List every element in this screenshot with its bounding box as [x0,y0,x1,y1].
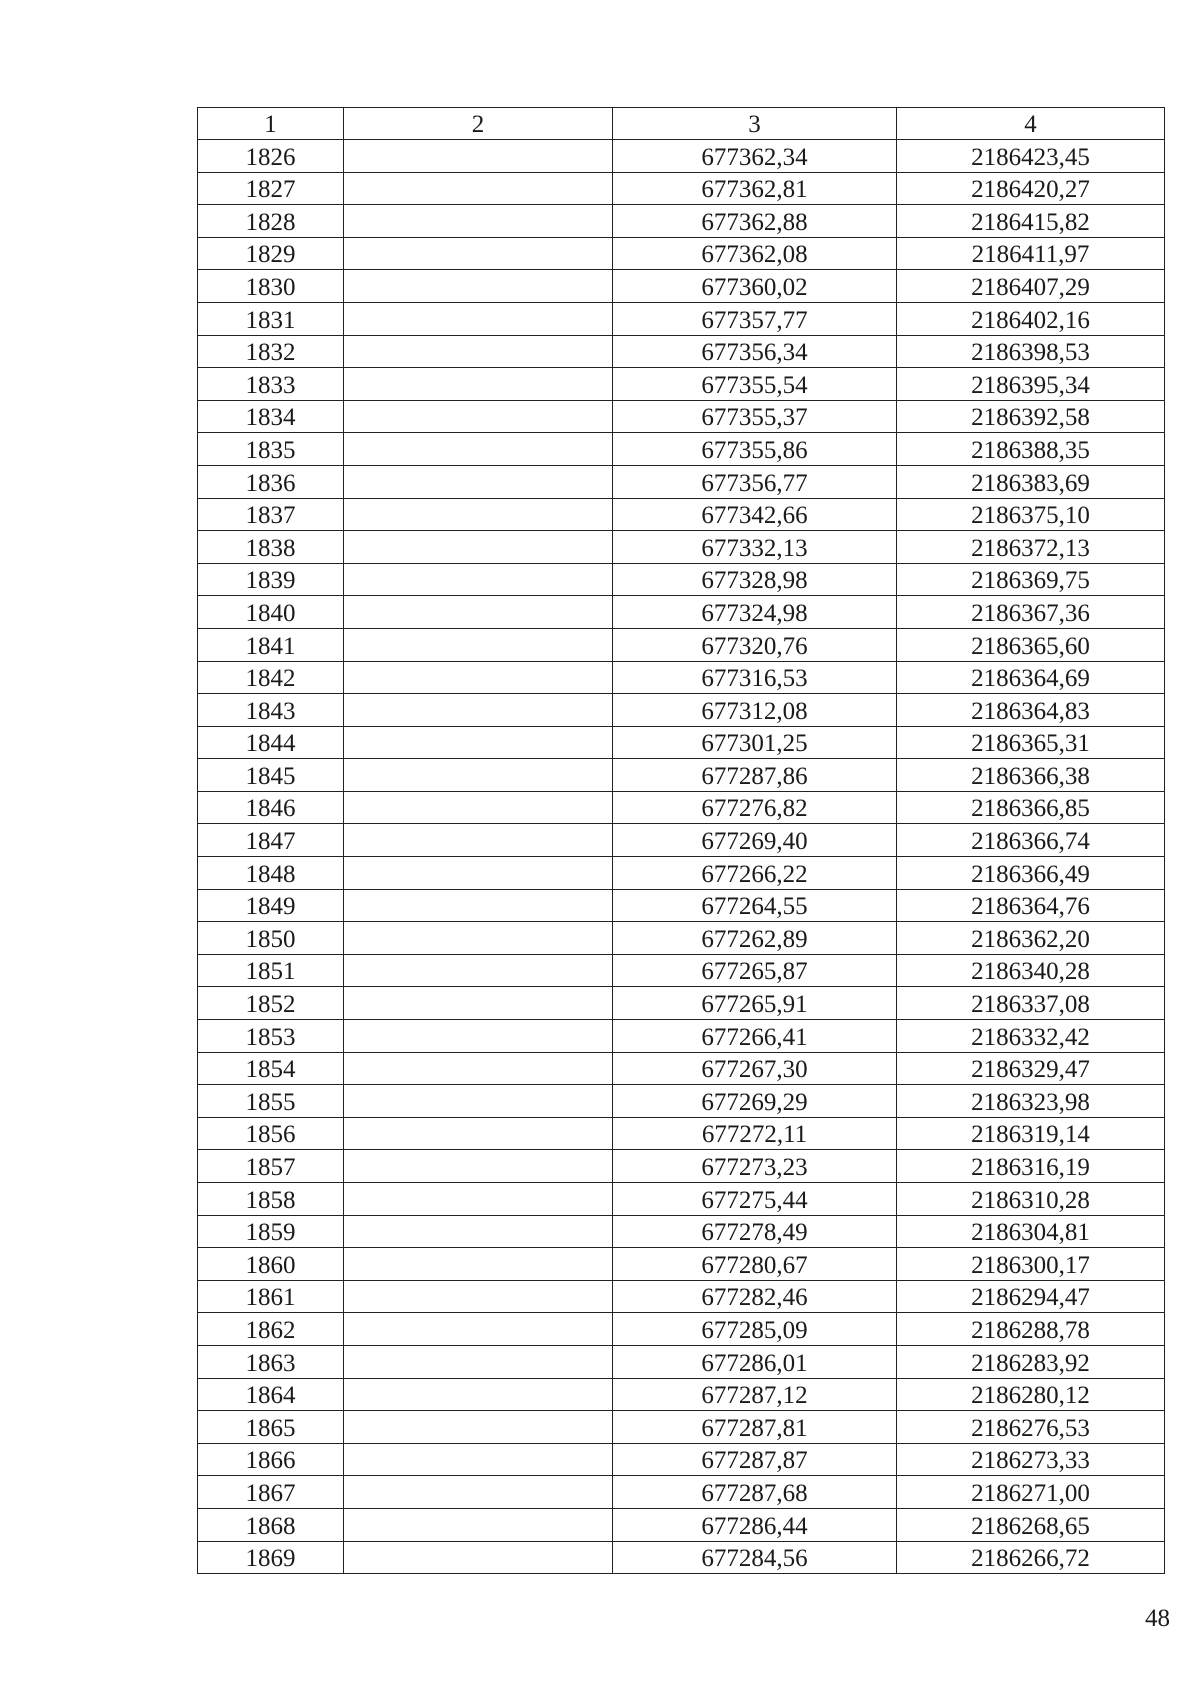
column-2-cell [344,531,613,564]
table-row [198,1345,1165,1378]
x-coordinate-cell: 677273,23 [613,1150,897,1183]
y-coordinate-cell: 2186366,85 [897,791,1165,824]
coordinates-table [197,107,1165,1574]
y-coordinate-cell: 2186271,00 [897,1476,1165,1509]
point-number-cell: 1833 [198,368,344,401]
y-coordinate-cell: 2186402,16 [897,302,1165,335]
table-row [198,1443,1165,1476]
table-row [198,205,1165,238]
column-header-3: 3 [613,108,897,140]
y-coordinate-cell: 2186276,53 [897,1411,1165,1444]
point-number-cell: 1843 [198,694,344,727]
column-2-cell [344,205,613,238]
point-number-cell: 1850 [198,922,344,955]
y-coordinate-cell: 2186420,27 [897,172,1165,205]
y-coordinate-cell: 2186319,14 [897,1117,1165,1150]
column-2-cell [344,1313,613,1346]
x-coordinate-cell: 677269,40 [613,824,897,857]
y-coordinate-cell: 2186332,42 [897,1020,1165,1053]
table-row [198,172,1165,205]
table-row [198,694,1165,727]
x-coordinate-cell: 677301,25 [613,726,897,759]
y-coordinate-cell: 2186304,81 [897,1215,1165,1248]
x-coordinate-cell: 677357,77 [613,302,897,335]
y-coordinate-cell: 2186316,19 [897,1150,1165,1183]
point-number-cell: 1862 [198,1313,344,1346]
table-row [198,140,1165,173]
table-row [198,661,1165,694]
x-coordinate-cell: 677287,68 [613,1476,897,1509]
y-coordinate-cell: 2186398,53 [897,335,1165,368]
y-coordinate-cell: 2186365,31 [897,726,1165,759]
column-2-cell [344,1117,613,1150]
x-coordinate-cell: 677316,53 [613,661,897,694]
point-number-cell: 1853 [198,1020,344,1053]
column-2-cell [344,596,613,629]
x-coordinate-cell: 677267,30 [613,1052,897,1085]
column-2-cell [344,1378,613,1411]
column-2-cell [344,694,613,727]
point-number-cell: 1861 [198,1280,344,1313]
column-header-2: 2 [344,108,613,140]
point-number-cell: 1830 [198,270,344,303]
table-row [198,1476,1165,1509]
y-coordinate-cell: 2186423,45 [897,140,1165,173]
point-number-cell: 1835 [198,433,344,466]
table-row [198,596,1165,629]
table-row [198,791,1165,824]
y-coordinate-cell: 2186362,20 [897,922,1165,955]
point-number-cell: 1827 [198,172,344,205]
column-2-cell [344,237,613,270]
point-number-cell: 1842 [198,661,344,694]
x-coordinate-cell: 677287,81 [613,1411,897,1444]
point-number-cell: 1841 [198,628,344,661]
x-coordinate-cell: 677265,91 [613,987,897,1020]
x-coordinate-cell: 677272,11 [613,1117,897,1150]
x-coordinate-cell: 677362,88 [613,205,897,238]
column-2-cell [344,1085,613,1118]
x-coordinate-cell: 677324,98 [613,596,897,629]
column-2-cell [344,1280,613,1313]
table-row [198,1052,1165,1085]
y-coordinate-cell: 2186366,38 [897,759,1165,792]
table-row [198,1411,1165,1444]
point-number-cell: 1863 [198,1345,344,1378]
point-number-cell: 1828 [198,205,344,238]
y-coordinate-cell: 2186323,98 [897,1085,1165,1118]
x-coordinate-cell: 677284,56 [613,1541,897,1574]
y-coordinate-cell: 2186366,49 [897,857,1165,890]
y-coordinate-cell: 2186367,36 [897,596,1165,629]
table-row [198,237,1165,270]
table-row [198,857,1165,890]
x-coordinate-cell: 677275,44 [613,1183,897,1216]
y-coordinate-cell: 2186329,47 [897,1052,1165,1085]
table-row [198,1508,1165,1541]
column-2-cell [344,954,613,987]
point-number-cell: 1847 [198,824,344,857]
y-coordinate-cell: 2186283,92 [897,1345,1165,1378]
point-number-cell: 1834 [198,400,344,433]
y-coordinate-cell: 2186340,28 [897,954,1165,987]
column-2-cell [344,1508,613,1541]
table-row [198,368,1165,401]
y-coordinate-cell: 2186366,74 [897,824,1165,857]
y-coordinate-cell: 2186407,29 [897,270,1165,303]
x-coordinate-cell: 677286,44 [613,1508,897,1541]
point-number-cell: 1831 [198,302,344,335]
y-coordinate-cell: 2186280,12 [897,1378,1165,1411]
x-coordinate-cell: 677332,13 [613,531,897,564]
column-2-cell [344,889,613,922]
point-number-cell: 1829 [198,237,344,270]
y-coordinate-cell: 2186364,83 [897,694,1165,727]
column-2-cell [344,628,613,661]
x-coordinate-cell: 677355,54 [613,368,897,401]
column-2-cell [344,465,613,498]
page-number: 48 [1145,1605,1170,1632]
y-coordinate-cell: 2186383,69 [897,465,1165,498]
point-number-cell: 1855 [198,1085,344,1118]
table-row [198,1215,1165,1248]
table-row [198,1020,1165,1053]
column-2-cell [344,498,613,531]
table-row [198,465,1165,498]
x-coordinate-cell: 677360,02 [613,270,897,303]
point-number-cell: 1858 [198,1183,344,1216]
column-2-cell [344,1541,613,1574]
table-row [198,563,1165,596]
x-coordinate-cell: 677269,29 [613,1085,897,1118]
x-coordinate-cell: 677356,77 [613,465,897,498]
point-number-cell: 1857 [198,1150,344,1183]
table-row [198,1313,1165,1346]
x-coordinate-cell: 677285,09 [613,1313,897,1346]
x-coordinate-cell: 677282,46 [613,1280,897,1313]
table-body [198,140,1165,1574]
column-2-cell [344,433,613,466]
point-number-cell: 1859 [198,1215,344,1248]
table-row [198,726,1165,759]
column-2-cell [344,1150,613,1183]
table-row [198,1150,1165,1183]
column-2-cell [344,172,613,205]
point-number-cell: 1844 [198,726,344,759]
y-coordinate-cell: 2186337,08 [897,987,1165,1020]
x-coordinate-cell: 677264,55 [613,889,897,922]
point-number-cell: 1865 [198,1411,344,1444]
table-row [198,1378,1165,1411]
y-coordinate-cell: 2186288,78 [897,1313,1165,1346]
point-number-cell: 1866 [198,1443,344,1476]
point-number-cell: 1838 [198,531,344,564]
table-row [198,954,1165,987]
x-coordinate-cell: 677342,66 [613,498,897,531]
table-row [198,889,1165,922]
point-number-cell: 1839 [198,563,344,596]
y-coordinate-cell: 2186300,17 [897,1248,1165,1281]
table-row [198,1541,1165,1574]
table-row [198,922,1165,955]
y-coordinate-cell: 2186392,58 [897,400,1165,433]
y-coordinate-cell: 2186395,34 [897,368,1165,401]
y-coordinate-cell: 2186375,10 [897,498,1165,531]
table-header [198,108,1165,140]
y-coordinate-cell: 2186411,97 [897,237,1165,270]
column-2-cell [344,1215,613,1248]
point-number-cell: 1852 [198,987,344,1020]
point-number-cell: 1837 [198,498,344,531]
column-2-cell [344,1248,613,1281]
column-2-cell [344,1411,613,1444]
table-row [198,1117,1165,1150]
point-number-cell: 1869 [198,1541,344,1574]
x-coordinate-cell: 677287,12 [613,1378,897,1411]
x-coordinate-cell: 677320,76 [613,628,897,661]
x-coordinate-cell: 677262,89 [613,922,897,955]
y-coordinate-cell: 2186310,28 [897,1183,1165,1216]
x-coordinate-cell: 677280,67 [613,1248,897,1281]
column-2-cell [344,1183,613,1216]
x-coordinate-cell: 677266,41 [613,1020,897,1053]
y-coordinate-cell: 2186294,47 [897,1280,1165,1313]
table-row [198,1248,1165,1281]
x-coordinate-cell: 677362,81 [613,172,897,205]
y-coordinate-cell: 2186268,65 [897,1508,1165,1541]
y-coordinate-cell: 2186415,82 [897,205,1165,238]
column-2-cell [344,1443,613,1476]
x-coordinate-cell: 677328,98 [613,563,897,596]
table-row [198,270,1165,303]
column-2-cell [344,1052,613,1085]
point-number-cell: 1860 [198,1248,344,1281]
table-row [198,400,1165,433]
column-header-1: 1 [198,108,344,140]
table-row [198,1183,1165,1216]
table-row [198,1085,1165,1118]
column-2-cell [344,368,613,401]
x-coordinate-cell: 677276,82 [613,791,897,824]
table-row [198,531,1165,564]
x-coordinate-cell: 677355,37 [613,400,897,433]
table-row [198,498,1165,531]
x-coordinate-cell: 677266,22 [613,857,897,890]
column-2-cell [344,987,613,1020]
column-2-cell [344,270,613,303]
point-number-cell: 1854 [198,1052,344,1085]
point-number-cell: 1851 [198,954,344,987]
point-number-cell: 1856 [198,1117,344,1150]
x-coordinate-cell: 677356,34 [613,335,897,368]
x-coordinate-cell: 677287,86 [613,759,897,792]
point-number-cell: 1832 [198,335,344,368]
point-number-cell: 1826 [198,140,344,173]
x-coordinate-cell: 677362,08 [613,237,897,270]
y-coordinate-cell: 2186388,35 [897,433,1165,466]
column-2-cell [344,661,613,694]
column-2-cell [344,824,613,857]
y-coordinate-cell: 2186372,13 [897,531,1165,564]
point-number-cell: 1867 [198,1476,344,1509]
table-row [198,302,1165,335]
table-row [198,759,1165,792]
y-coordinate-cell: 2186369,75 [897,563,1165,596]
column-2-cell [344,563,613,596]
point-number-cell: 1845 [198,759,344,792]
column-2-cell [344,791,613,824]
point-number-cell: 1846 [198,791,344,824]
point-number-cell: 1840 [198,596,344,629]
y-coordinate-cell: 2186364,69 [897,661,1165,694]
table-row [198,628,1165,661]
column-2-cell [344,140,613,173]
column-2-cell [344,726,613,759]
point-number-cell: 1864 [198,1378,344,1411]
column-2-cell [344,1345,613,1378]
header-row [198,108,1165,140]
table-row [198,824,1165,857]
column-2-cell [344,857,613,890]
column-2-cell [344,302,613,335]
column-2-cell [344,1020,613,1053]
table-row [198,335,1165,368]
column-2-cell [344,922,613,955]
x-coordinate-cell: 677362,34 [613,140,897,173]
x-coordinate-cell: 677278,49 [613,1215,897,1248]
column-header-4: 4 [897,108,1165,140]
x-coordinate-cell: 677312,08 [613,694,897,727]
table-row [198,1280,1165,1313]
point-number-cell: 1848 [198,857,344,890]
x-coordinate-cell: 677265,87 [613,954,897,987]
table-row [198,433,1165,466]
y-coordinate-cell: 2186266,72 [897,1541,1165,1574]
y-coordinate-cell: 2186365,60 [897,628,1165,661]
point-number-cell: 1868 [198,1508,344,1541]
point-number-cell: 1849 [198,889,344,922]
x-coordinate-cell: 677355,86 [613,433,897,466]
y-coordinate-cell: 2186273,33 [897,1443,1165,1476]
x-coordinate-cell: 677287,87 [613,1443,897,1476]
column-2-cell [344,400,613,433]
column-2-cell [344,759,613,792]
column-2-cell [344,1476,613,1509]
x-coordinate-cell: 677286,01 [613,1345,897,1378]
y-coordinate-cell: 2186364,76 [897,889,1165,922]
table-row [198,987,1165,1020]
column-2-cell [344,335,613,368]
point-number-cell: 1836 [198,465,344,498]
